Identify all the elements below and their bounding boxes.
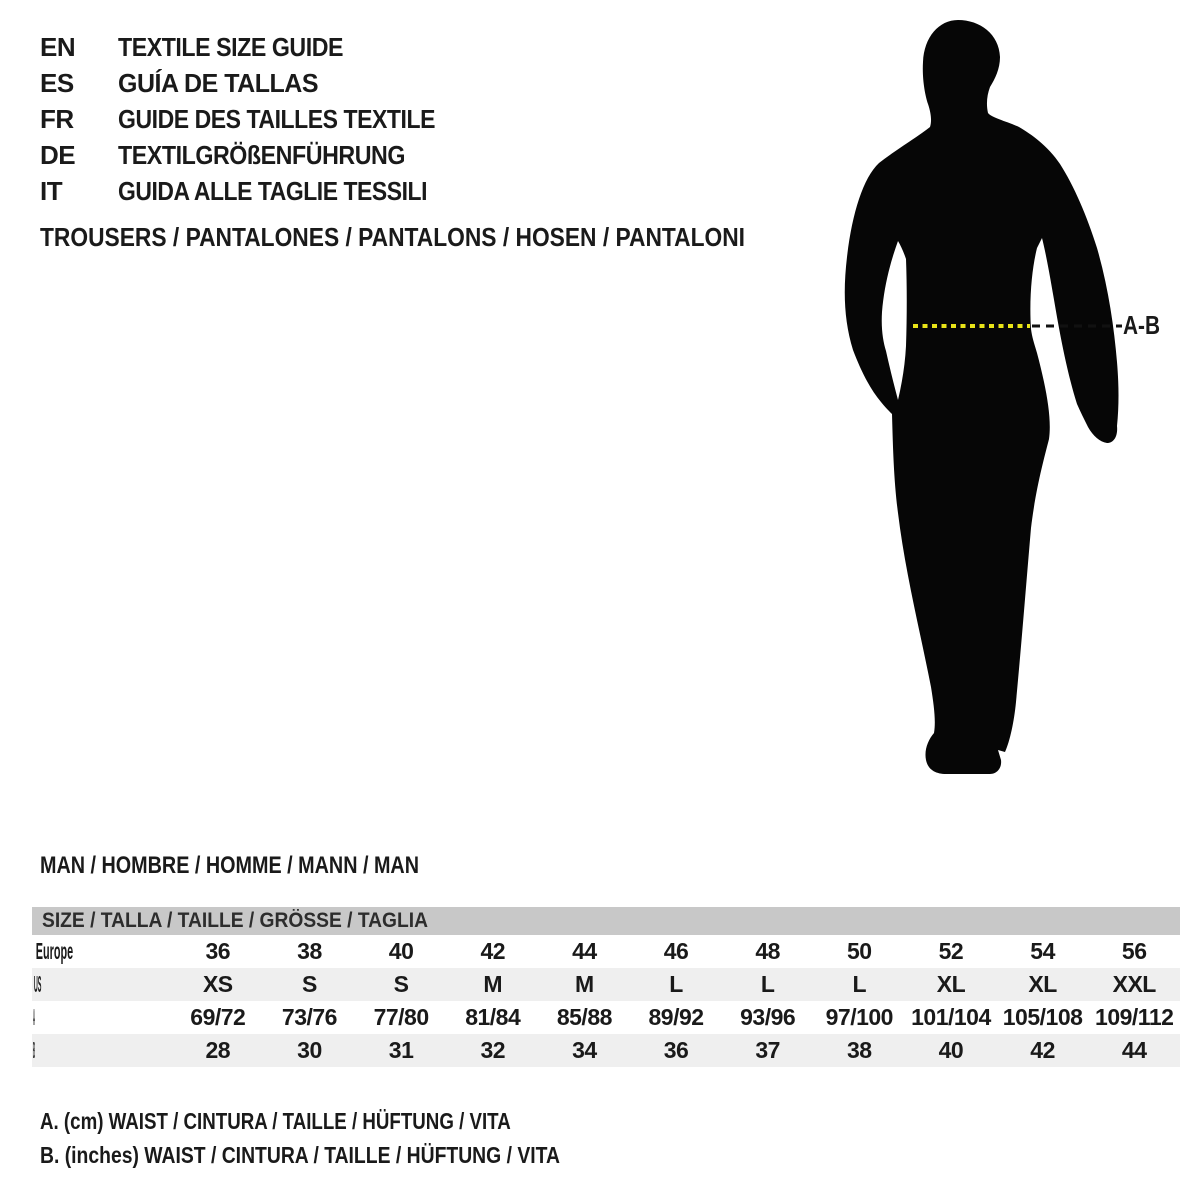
size-table-rows bbox=[32, 935, 1180, 1067]
size-value-cell: XS bbox=[202, 971, 233, 997]
man-silhouette-body bbox=[845, 20, 1119, 774]
footnote-line: B. (inches) WAIST / CINTURA / TAILLE / HÜFTUNG / VITA bbox=[40, 1141, 560, 1168]
size-value-cell: XL bbox=[1028, 971, 1057, 997]
row-label: Europe bbox=[35, 938, 74, 964]
size-value-cell: 52 bbox=[938, 938, 964, 964]
size-value-cell: S bbox=[302, 971, 317, 997]
language-row bbox=[40, 30, 476, 66]
size-value-cell: 37 bbox=[755, 1037, 780, 1063]
table-row bbox=[32, 935, 1180, 968]
size-value-cell: 42 bbox=[1030, 1037, 1055, 1063]
table-row bbox=[32, 1034, 1180, 1067]
size-value-cell: 105/108 bbox=[1002, 1004, 1083, 1030]
size-value-cell: 38 bbox=[297, 938, 322, 964]
size-value-cell: 36 bbox=[663, 1037, 689, 1063]
size-value-cell: 101/104 bbox=[911, 1004, 991, 1030]
size-value-cell: 69/72 bbox=[190, 1004, 246, 1030]
language-code: DE bbox=[40, 139, 76, 170]
row-label: B bbox=[32, 1037, 35, 1063]
row-label: US bbox=[33, 971, 42, 997]
language-code: IT bbox=[40, 175, 63, 206]
size-value-cell: S bbox=[393, 971, 409, 997]
size-value-cell: 89/92 bbox=[648, 1004, 704, 1030]
size-table bbox=[32, 907, 1180, 1067]
size-table-header bbox=[32, 907, 1180, 935]
size-value-cell: 46 bbox=[663, 938, 689, 964]
category-heading: TROUSERS / PANTALONES / PANTALONS / HOSEN / PANTALONI bbox=[40, 222, 745, 252]
size-value-cell: 31 bbox=[388, 1037, 414, 1063]
language-row bbox=[40, 137, 476, 173]
size-value-cell: 40 bbox=[938, 1037, 964, 1063]
size-value-cell: 38 bbox=[847, 1037, 872, 1063]
size-value-cell: 93/96 bbox=[740, 1004, 796, 1030]
size-value-cell: 50 bbox=[847, 938, 872, 964]
table-row bbox=[32, 1001, 1180, 1034]
size-value-cell: L bbox=[852, 971, 867, 997]
language-row bbox=[40, 66, 476, 102]
row-label: A bbox=[32, 1004, 35, 1030]
language-code: EN bbox=[40, 32, 76, 63]
size-table-header-label: SIZE / TALLA / TAILLE / GRÖSSE / TAGLIA bbox=[42, 909, 428, 932]
size-value-cell: 34 bbox=[572, 1037, 597, 1063]
size-value-cell: 77/80 bbox=[373, 1004, 429, 1030]
size-value-cell: 48 bbox=[755, 938, 780, 964]
size-value-cell: 109/112 bbox=[1095, 1004, 1174, 1030]
size-value-cell: 40 bbox=[388, 938, 414, 964]
size-value-cell: 97/100 bbox=[825, 1004, 893, 1030]
footnotes bbox=[40, 1109, 658, 1176]
size-value-cell: M bbox=[575, 971, 594, 997]
size-value-cell: XL bbox=[936, 971, 966, 997]
size-value-cell: 30 bbox=[297, 1037, 322, 1063]
section-heading: MAN / HOMBRE / HOMME / MANN / MAN bbox=[40, 852, 419, 879]
size-value-cell: 44 bbox=[572, 938, 597, 964]
size-value-cell: 44 bbox=[1121, 1037, 1147, 1063]
man-silhouette bbox=[840, 10, 1140, 790]
language-guide-title: TEXTILE SIZE GUIDE bbox=[118, 32, 343, 63]
language-list bbox=[40, 30, 476, 209]
language-code: FR bbox=[40, 103, 74, 134]
size-value-cell: 42 bbox=[480, 938, 506, 964]
language-guide-title: GUÍA DE TALLAS bbox=[118, 68, 318, 99]
size-value-cell: 56 bbox=[1121, 938, 1147, 964]
language-row bbox=[40, 173, 476, 209]
language-guide-title: GUIDA ALLE TAGLIE TESSILI bbox=[118, 175, 427, 206]
size-value-cell: 32 bbox=[480, 1037, 506, 1063]
size-value-cell: 54 bbox=[1030, 938, 1055, 964]
language-row bbox=[40, 102, 476, 138]
size-value-cell: 36 bbox=[205, 938, 231, 964]
size-value-cell: 85/88 bbox=[556, 1004, 612, 1030]
language-guide-title: GUIDE DES TAILLES TEXTILE bbox=[118, 103, 435, 134]
size-value-cell: 28 bbox=[205, 1037, 231, 1063]
size-value-cell: M bbox=[483, 971, 503, 997]
size-value-cell: 73/76 bbox=[281, 1004, 337, 1030]
size-value-cell: XXL bbox=[1112, 971, 1156, 997]
footnote-line: A. (cm) WAIST / CINTURA / TAILLE / HÜFTUNG / VITA bbox=[40, 1108, 511, 1134]
language-code: ES bbox=[40, 68, 74, 99]
measure-line-label: A-B bbox=[1123, 310, 1160, 340]
language-guide-title: TEXTILGRÖßENFÜHRUNG bbox=[118, 139, 405, 170]
size-value-cell: L bbox=[669, 971, 683, 997]
size-value-cell: 81/84 bbox=[465, 1004, 521, 1030]
table-row bbox=[32, 968, 1180, 1001]
size-value-cell: L bbox=[760, 971, 775, 997]
